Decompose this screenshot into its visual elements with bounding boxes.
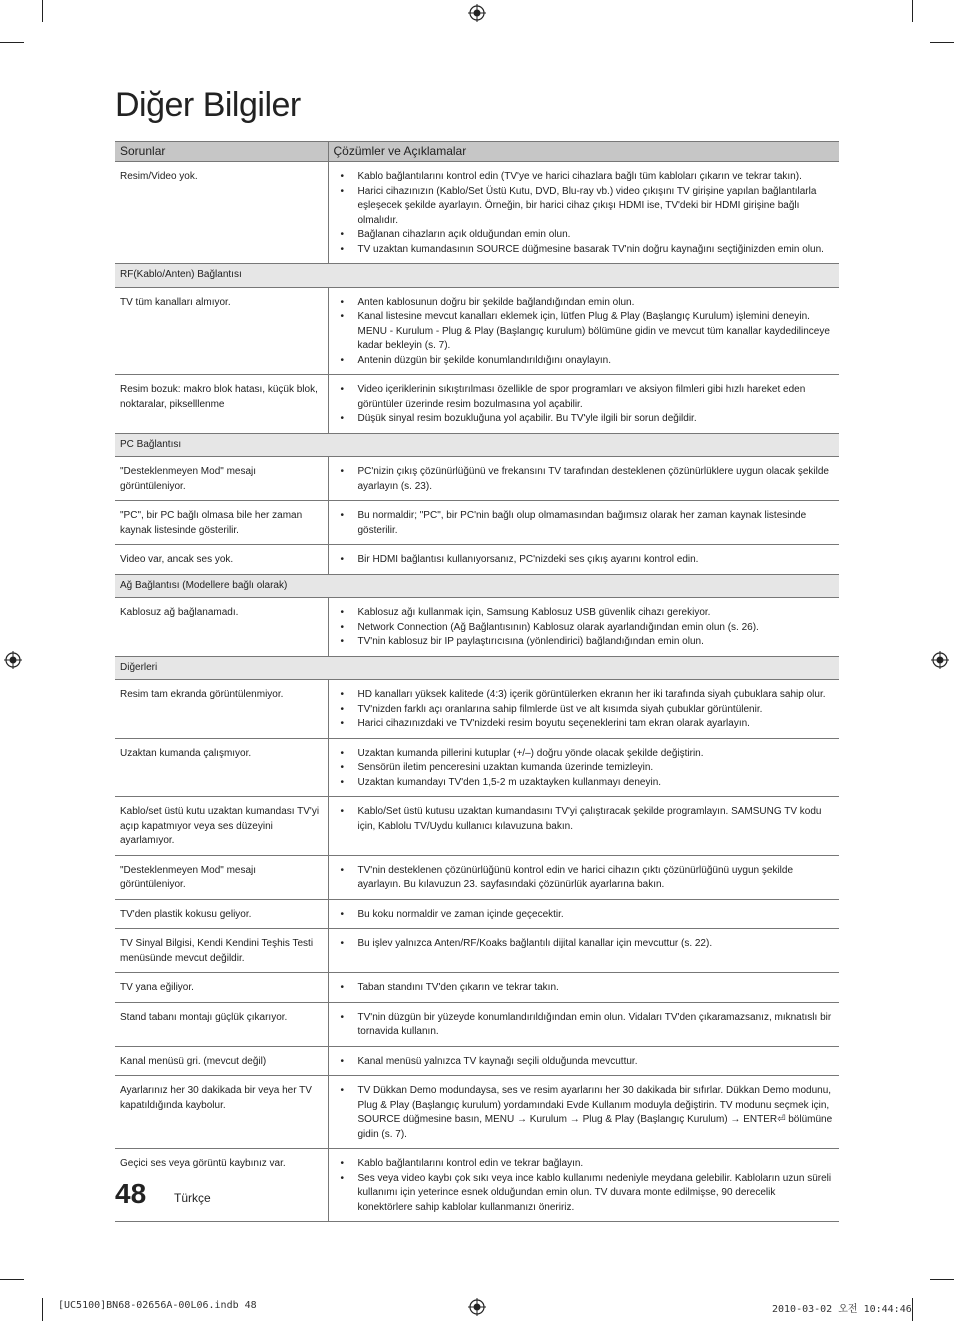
table-body [115, 162, 839, 1222]
solution-item: • Bağlanan cihazların açık olduğundan emin olun. [341, 228, 834, 243]
solution-item: • Kablo bağlantılarını kontrol edin (TV'ye ve harici cihazlara bağlı tüm kabloları çıkarın ve tekrar takın). [341, 170, 834, 185]
table-row [115, 598, 839, 657]
column-header-problems: Sorunlar [115, 142, 328, 162]
problem-cell: TV tüm kanalları almıyor. [115, 287, 328, 375]
table-row [115, 929, 839, 973]
solution-cell [328, 287, 839, 375]
problem-cell: Kablosuz ağ bağlanamadı. [115, 598, 328, 657]
solution-cell [328, 457, 839, 501]
table-row [115, 797, 839, 856]
solution-list [341, 937, 834, 952]
registration-mark-icon [468, 4, 486, 22]
crop-mark [0, 1279, 24, 1280]
solution-item: • Uzaktan kumandayı TV'den 1,5-2 m uzaktayken kullanmayı deneyin. [341, 776, 834, 791]
solution-item: • Bir HDMI bağlantısı kullanıyorsanız, PC'nizdeki ses çıkış ayarını kontrol edin. [341, 553, 834, 568]
problem-cell: Uzaktan kumanda çalışmıyor. [115, 738, 328, 797]
troubleshooting-table [115, 141, 839, 1222]
crop-mark [930, 1279, 954, 1280]
table-row [115, 287, 839, 375]
solution-list [341, 296, 834, 369]
table-row [115, 545, 839, 575]
solution-item: • Kablo/Set üstü kutusu uzaktan kumandasını TV'yi çalıştıracak şekilde programlayın. SAMSUNG TV kodu için, Kablolu TV/Uydu kullanıcı kılavuzuna bakın. [341, 805, 834, 834]
problem-cell: "Desteklenmeyen Mod" mesajı görüntüleniyor. [115, 457, 328, 501]
crop-mark [912, 0, 913, 22]
solution-item: • Bu koku normaldir ve zaman içinde geçecektir. [341, 908, 834, 923]
solution-list [341, 509, 834, 538]
solution-cell [328, 797, 839, 856]
crop-mark [912, 1298, 913, 1321]
solution-cell [328, 855, 839, 899]
problem-cell: TV Sinyal Bilgisi, Kendi Kendini Teşhis Testi menüsünde mevcut değildir. [115, 929, 328, 973]
crop-mark [42, 1298, 43, 1321]
solution-item: • PC'nizin çıkış çözünürlüğünü ve frekansını TV tarafından desteklenen çözünürlüklere uygun olacak şekilde ayarlayın (s. 23). [341, 465, 834, 494]
solution-cell [328, 1076, 839, 1149]
solution-cell [328, 162, 839, 264]
section-label: PC Bağlantısı [115, 433, 839, 457]
table-row [115, 899, 839, 929]
solution-item: • Harici cihazınızın (Kablo/Set Üstü Kutu, DVD, Blu-ray vb.) video çıkışını TV girişine yapılan bağlantılarla eşleşecek şekilde ayarlayın. Örneğin, bir harici cihaz çıkışı HDMI ise, TV'deki bir HDMI girişine bağlı olmalıdır. [341, 185, 834, 229]
section-label: Ağ Bağlantısı (Modellere bağlı olarak) [115, 574, 839, 598]
solution-item: • Sensörün iletim penceresini uzaktan kumanda üzerinde temizleyin. [341, 761, 834, 776]
solution-cell [328, 973, 839, 1003]
solution-item: • Kanal menüsü yalnızca TV kaynağı seçili olduğunda mevcuttur. [341, 1055, 834, 1070]
footer-file: [UC5100]BN68-02656A-00L06.indb 48 [58, 1300, 257, 1311]
crop-mark [930, 42, 954, 43]
solution-item: • TV Dükkan Demo modundaysa, ses ve resim ayarlarını her 30 dakikada bir sıfırlar. Dükkan Demo modunu, Plug & Play (Başlangıç kurulum) yordamındaki Evde Kullanım moduyla değiştirin. TV modunu seçmek için, SOURCE düğmesine basın, MENU → Kurulum → Plug & Play (Başlangıç Kurulum) → ENTER⏎ bölümüne gidin (s. 7). [341, 1084, 834, 1142]
problem-cell: TV'den plastik kokusu geliyor. [115, 899, 328, 929]
solution-list [341, 606, 834, 650]
solution-item: • TV uzaktan kumandasının SOURCE düğmesine basarak TV'nin doğru kaynağını seçtiğinizden emin olun. [341, 243, 834, 258]
solution-cell [328, 598, 839, 657]
solution-item: • Kablosuz ağı kullanmak için, Samsung Kablosuz USB güvenlik cihazı gerekiyor. [341, 606, 834, 621]
problem-cell: "PC", bir PC bağlı olmasa bile her zaman kaynak listesinde gösterilir. [115, 501, 328, 545]
footer-timestamp: 2010-03-02 오전 10:44:46 [772, 1304, 912, 1315]
solution-item: • Antenin düzgün bir şekilde konumlandırıldığını onaylayın. [341, 354, 834, 369]
problem-cell: Resim/Video yok. [115, 162, 328, 264]
problem-cell: Resim bozuk: makro blok hatası, küçük blok, noktaralar, pikselllenme [115, 375, 328, 434]
solution-cell [328, 738, 839, 797]
section-row [115, 433, 839, 457]
problem-cell: Geçici ses veya görüntü kaybınız var. [115, 1149, 328, 1222]
solution-list [341, 805, 834, 834]
table-row [115, 855, 839, 899]
solution-list [341, 383, 834, 427]
crop-mark [42, 0, 43, 22]
solution-item: • Düşük sinyal resim bozukluğuna yol açabilir. Bu TV'yle ilgili bir sorun değildir. [341, 412, 834, 427]
table-row [115, 1046, 839, 1076]
table-row [115, 501, 839, 545]
solution-list [341, 553, 834, 568]
solution-item: • Network Connection (Ağ Bağlantısının) Kablosuz olarak ayarlandığından emin olun (s. 26). [341, 621, 834, 636]
solution-item: • Harici cihazınızdaki ve TV'nizdeki resim boyutu seçeneklerini tam ekran olarak ayarlayın. [341, 717, 834, 732]
problem-cell: Stand tabanı montajı güçlük çıkarıyor. [115, 1002, 328, 1046]
solution-cell [328, 1002, 839, 1046]
solution-item: • Kanal listesine mevcut kanalları eklemek için, lütfen Plug & Play (Başlangıç Kurulum) işlemini deneyin. MENU - Kurulum - Plug & Play (Başlangıç kurulum) bölümüne gidin ve mevcut tüm kanallar kaydedilinceye kadar bekleyin (s. 7). [341, 310, 834, 354]
solution-list [341, 465, 834, 494]
solution-list [341, 1011, 834, 1040]
solution-item: • TV'nin düzgün bir yüzeyde konumlandırıldığından emin olun. Vidaları TV'den çıkaramazsanız, mıknatıslı bir tornavida kullanın. [341, 1011, 834, 1040]
solution-cell [328, 680, 839, 739]
solution-item: • TV'nizden farklı açı oranlarına sahip filmlerde üst ve alt kısımda siyah çubuklar görüntülenir. [341, 703, 834, 718]
table-row [115, 375, 839, 434]
solution-item: • TV'nin kablosuz bir IP paylaştırıcısına (yönlendirici) bağlandığından emin olun. [341, 635, 834, 650]
solution-list [341, 1084, 834, 1142]
table-header [115, 142, 839, 162]
solution-cell [328, 375, 839, 434]
solution-list [341, 864, 834, 893]
section-label: Diğerleri [115, 656, 839, 680]
problem-cell: Ayarlarınız her 30 dakikada bir veya her TV kapatıldığında kaybolur. [115, 1076, 328, 1149]
solution-list [341, 908, 834, 923]
table-row [115, 1002, 839, 1046]
crop-mark [0, 42, 24, 43]
solution-item: • Anten kablosunun doğru bir şekilde bağlandığından emin olun. [341, 296, 834, 311]
problem-cell: Kablo/set üstü kutu uzaktan kumandası TV'yi açıp kapatmıyor veya ses düzeyini ayarlamıyor. [115, 797, 328, 856]
table-row [115, 973, 839, 1003]
solution-list [341, 1157, 834, 1215]
problem-cell: Kanal menüsü gri. (mevcut değil) [115, 1046, 328, 1076]
table-row [115, 738, 839, 797]
language-label: Türkçe [174, 1191, 211, 1205]
page-title: Diğer Bilgiler [115, 86, 301, 124]
column-header-solutions: Çözümler ve Açıklamalar [328, 142, 839, 162]
page-number: 48 [115, 1178, 147, 1209]
problem-cell: "Desteklenmeyen Mod" mesajı görüntüleniyor. [115, 855, 328, 899]
section-row [115, 574, 839, 598]
solution-item: • Bu işlev yalnızca Anten/RF/Koaks bağlantılı dijital kanallar için mevcuttur (s. 22). [341, 937, 834, 952]
solution-item: • Taban standını TV'den çıkarın ve tekrar takın. [341, 981, 834, 996]
problem-cell: Resim tam ekranda görüntülenmiyor. [115, 680, 328, 739]
registration-mark-icon [468, 1298, 486, 1316]
solution-item: • Kablo bağlantılarını kontrol edin ve tekrar bağlayın. [341, 1157, 834, 1172]
registration-mark-icon [4, 651, 22, 669]
problem-cell: Video var, ancak ses yok. [115, 545, 328, 575]
solution-list [341, 688, 834, 732]
solution-cell [328, 545, 839, 575]
solution-item: • Video içeriklerinin sıkıştırılması özellikle de spor programları ve aksiyon filmleri gibi hızlı hareket eden görüntüler üzerinde resim bozulmasına yol açabilir. [341, 383, 834, 412]
table-row [115, 162, 839, 264]
solution-item: • Uzaktan kumanda pillerini kutuplar (+/–) doğru yönde olacak şekilde değiştirin. [341, 747, 834, 762]
solution-list [341, 981, 834, 996]
table-row [115, 1076, 839, 1149]
solution-cell [328, 929, 839, 973]
solution-item: • Bu normaldir; "PC", bir PC'nin bağlı olup olmamasından bağımsız olarak her zaman kaynak listesinde gösterilir. [341, 509, 834, 538]
solution-list [341, 1055, 834, 1070]
solution-item: • TV'nin desteklenen çözünürlüğünü kontrol edin ve harici cihazın çıktı çözünürlüğünü uygun şekilde ayarlayın. Bu kılavuzun 23. sayfasındaki çözünürlük ayarlarına bakın. [341, 864, 834, 893]
solution-item: • HD kanalları yüksek kalitede (4:3) içerik görüntülerken ekranın her iki tarafında siyah çubuklara sahip olur. [341, 688, 834, 703]
solution-cell [328, 501, 839, 545]
section-row [115, 264, 839, 288]
table-row [115, 680, 839, 739]
solution-item: • Ses veya video kaybı çok sıkı veya ince kablo kullanımı nedeniyle meydana gelebilir. Kabloların uzun süreli kullanımı için yeterince esnek olduğundan emin olun. TV duvara monte edilmişse, 90 derecelik konektörlere sahip kablolar kullanmanızı öneririz. [341, 1172, 834, 1216]
registration-mark-icon [931, 651, 949, 669]
section-row [115, 656, 839, 680]
section-label: RF(Kablo/Anten) Bağlantısı [115, 264, 839, 288]
solution-cell [328, 899, 839, 929]
solution-cell [328, 1149, 839, 1222]
table-row [115, 457, 839, 501]
solution-list [341, 747, 834, 791]
table-row [115, 1149, 839, 1222]
solution-cell [328, 1046, 839, 1076]
problem-cell: TV yana eğiliyor. [115, 973, 328, 1003]
solution-list [341, 170, 834, 257]
